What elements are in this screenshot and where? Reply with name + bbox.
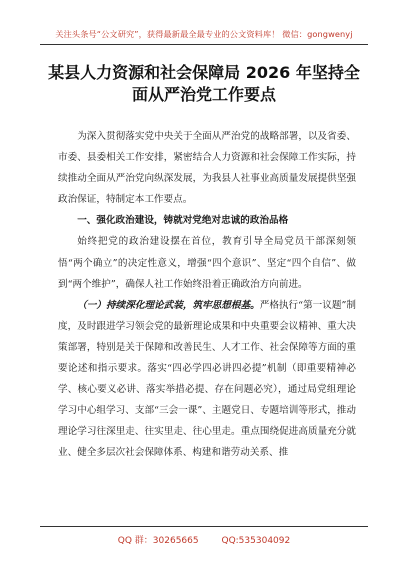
footer-qq-group: QQ 群：30265665 [117, 536, 199, 546]
header-rule [40, 44, 368, 45]
footer-rule [40, 526, 368, 527]
subsection-paragraph [58, 295, 356, 464]
header-promo-note: 关注头条号“公文研究”，获得最新最全最专业的公文资料库！ 微信：gongwenyj [55, 29, 353, 39]
section-1-paragraph: 始终把党的政治建设摆在首位，教育引导全局党员干部深刻领悟“两个确立”的决定性意义，增强“四个意识”、坚定“四个自信”、做到“两个维护”，确保人社工作始终沿着正确政治方向前进。 [58, 236, 356, 290]
intro-paragraph: 为深入贯彻落实党中央关于全面从严治党的战略部署，以及省委、市委、县委相关工作安排，紧密结合人力资源和社会保障工作实际，持续推动全面从严治党向纵深发展，为我县人社事业高质量发展提供坚强政治保证，特制定本工作要点。 [58, 131, 356, 206]
footer-qq-contact: QQ:535304092 [221, 536, 291, 546]
document-body [58, 126, 356, 464]
page-header [0, 8, 408, 48]
section-heading-1: 一、强化政治建设，铸就对党绝对忠诚的政治品格 [77, 215, 289, 227]
subsection-title-1: （一）持续深化理论武装，筑牢思想根基。 [77, 299, 260, 311]
page-footer [0, 533, 408, 546]
subsection-body-1: 严格执行“第一议题”制度，及时跟进学习领会党的最新理论成果和中央重要会议精神、重大决策部署，特别是关于保障和改善民生、人才工作、社会保障等方面的重要论述和指示要求。落实“四必学四必讲四必提”机制（即重要精神必学、核心要义必讲、落实举措必提、存在问题必究），通过局党组理论学习中心组学习、支部“三会一课”、主题党日、专题培训等形式，推动理论学习往深里走、往实里走、往心里走。重点围绕促进高质量充分就业、健全多层次社会保障体系、构建和谐劳动关系、推 [58, 299, 357, 459]
document-title: 某县人力资源和社会保障局 2026 年坚持全面从严治党工作要点 [48, 63, 360, 104]
